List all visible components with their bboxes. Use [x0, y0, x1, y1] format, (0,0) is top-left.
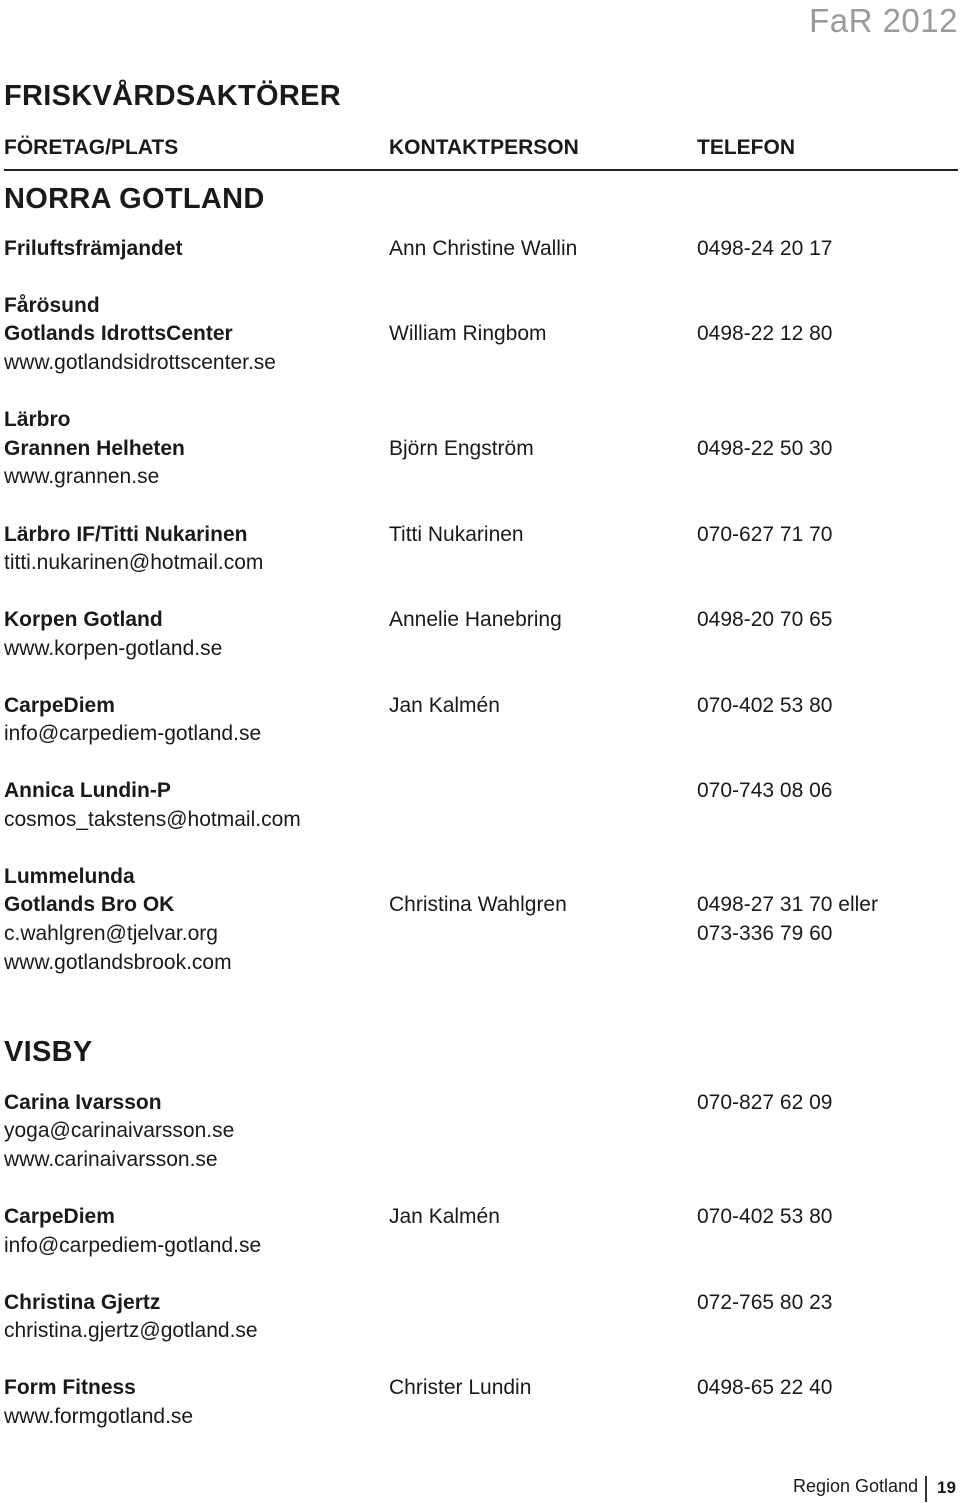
entry-email: yoga@carinaivarsson.se	[4, 1119, 235, 1142]
document-tag: FaR 2012	[809, 2, 958, 39]
entry-name: Lärbro IF/Titti Nukarinen	[4, 523, 248, 546]
entry-phone: 070-743 08 06	[697, 779, 833, 802]
header-divider	[4, 169, 958, 171]
column-header-contact: KONTAKTPERSON	[389, 136, 579, 159]
entry-name: Grannen Helheten	[4, 437, 185, 460]
column-header-phone: TELEFON	[697, 136, 795, 159]
entry-name: CarpeDiem	[4, 694, 115, 717]
entry-email: info@carpediem-gotland.se	[4, 722, 262, 745]
entry-email: cosmos_takstens@hotmail.com	[4, 808, 301, 831]
footer-publisher: Region Gotland	[793, 1476, 919, 1496]
entry-name: Friluftsfrämjandet	[4, 237, 183, 260]
entry-phone: 070-402 53 80	[697, 1205, 833, 1228]
entry-phone: 070-402 53 80	[697, 694, 833, 717]
entry-place: Lärbro	[4, 408, 71, 431]
entry-email: c.wahlgren@tjelvar.org	[4, 922, 218, 945]
entry-phone: 072-765 80 23	[697, 1291, 833, 1314]
entry-website: www.korpen-gotland.se	[4, 637, 223, 660]
entry-email: info@carpediem-gotland.se	[4, 1234, 262, 1257]
entry-website: www.gotlandsidrottscenter.se	[4, 351, 276, 374]
entry-phone: 0498-22 12 80	[697, 322, 833, 345]
entry-contact: Björn Engström	[389, 437, 534, 460]
entry-phone: 0498-27 31 70 eller	[697, 893, 878, 916]
entry-contact: Ann Christine Wallin	[389, 237, 578, 260]
entry-phone: 070-627 71 70	[697, 523, 833, 546]
entry-email: christina.gjertz@gotland.se	[4, 1319, 258, 1342]
entry-email: titti.nukarinen@hotmail.com	[4, 551, 264, 574]
entry-contact: Jan Kalmén	[389, 694, 500, 717]
footer-divider	[925, 1476, 927, 1502]
entry-website: www.carinaivarsson.se	[4, 1148, 218, 1171]
section-heading-visby: VISBY	[4, 1036, 93, 1068]
entry-name: CarpeDiem	[4, 1205, 115, 1228]
entry-contact: Annelie Hanebring	[389, 608, 562, 631]
entry-phone: 0498-20 70 65	[697, 608, 833, 631]
entry-contact: Christer Lundin	[389, 1376, 532, 1399]
entry-name: Carina Ivarsson	[4, 1091, 162, 1114]
entry-name: Korpen Gotland	[4, 608, 163, 631]
entry-name: Form Fitness	[4, 1376, 136, 1399]
entry-website: www.grannen.se	[4, 465, 160, 488]
entry-contact: Jan Kalmén	[389, 1205, 500, 1228]
entry-website: www.formgotland.se	[4, 1405, 194, 1428]
entry-name: Christina Gjertz	[4, 1291, 161, 1314]
entry-place: Fårösund	[4, 294, 100, 317]
entry-contact: Christina Wahlgren	[389, 893, 567, 916]
entry-phone-secondary: 073-336 79 60	[697, 922, 833, 945]
entry-phone: 070-827 62 09	[697, 1091, 833, 1114]
entry-contact: Titti Nukarinen	[389, 523, 524, 546]
entry-place: Lummelunda	[4, 865, 135, 888]
page-title: FRISKVÅRDSAKTÖRER	[4, 80, 341, 112]
entry-contact: William Ringbom	[389, 322, 547, 345]
section-heading-norra: NORRA GOTLAND	[4, 183, 265, 215]
page-number: 19	[937, 1478, 956, 1497]
entry-name: Gotlands Bro OK	[4, 893, 175, 916]
entry-name: Gotlands IdrottsCenter	[4, 322, 233, 345]
column-header-company: FÖRETAG/PLATS	[4, 136, 179, 159]
entry-website: www.gotlandsbrook.com	[4, 951, 232, 974]
entry-phone: 0498-65 22 40	[697, 1376, 833, 1399]
entry-name: Annica Lundin-P	[4, 779, 171, 802]
entry-phone: 0498-24 20 17	[697, 237, 833, 260]
entry-phone: 0498-22 50 30	[697, 437, 833, 460]
